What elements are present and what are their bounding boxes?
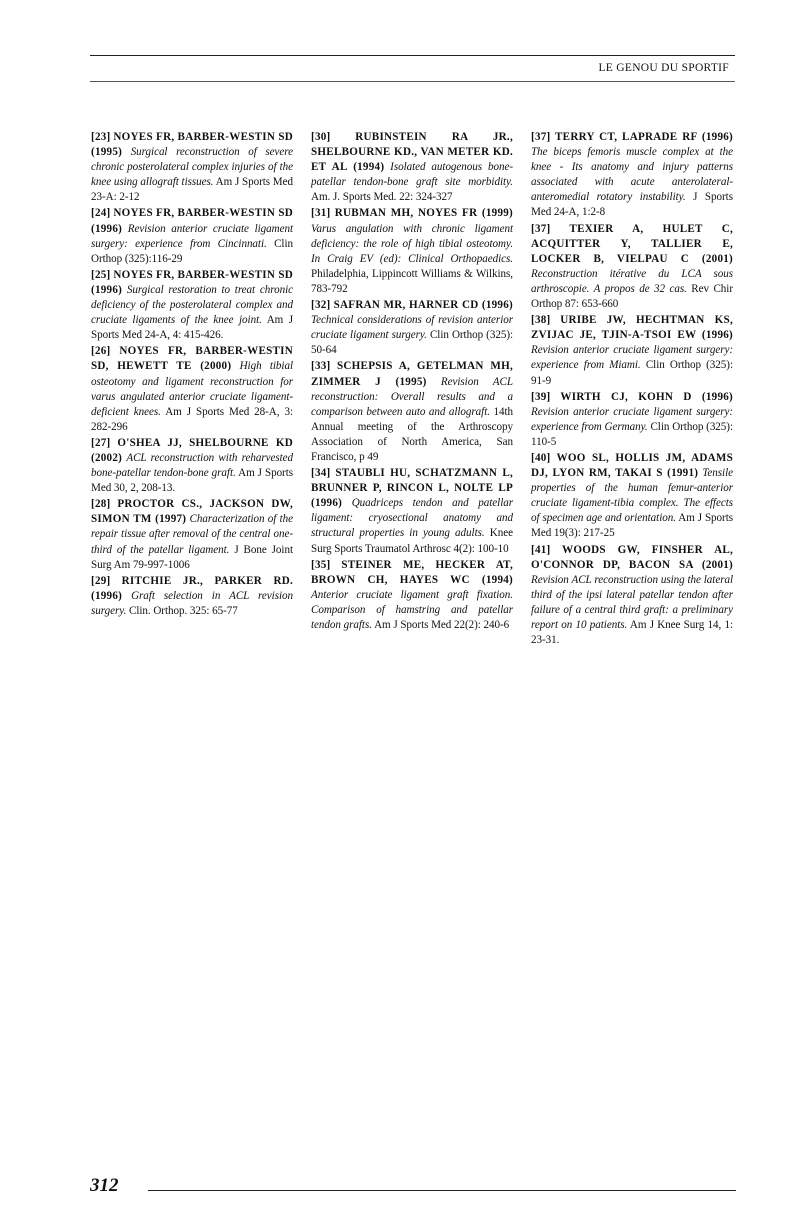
reference-number: [41] [531, 543, 551, 556]
reference-source: Am J Sports Med 23-A: 2-12 [91, 176, 293, 204]
reference-title: Surgical reconstruction of severe chronic posterolateral complex injuries of the knee using allograft tissues. [91, 146, 293, 189]
reference-source: Am J Sports Med 30, 2, 208-13. [91, 467, 294, 495]
reference-number: [31] [311, 207, 331, 220]
reference-number: [25] [91, 268, 111, 281]
reference-entry [531, 313, 733, 388]
reference-number: [34] [311, 467, 331, 480]
reference-entry [91, 130, 293, 205]
reference-source: Clin. Orthop. 325: 65-77 [128, 604, 238, 617]
reference-authors: RUBINSTEIN RA JR., SHELBOURNE KD., VAN METER KD. ET AL (1994) [311, 131, 513, 174]
reference-authors: STEINER ME, HECKER AT, BROWN CH, HAYES WC (1994) [311, 558, 513, 586]
reference-authors: SCHEPSIS A, GETELMAN MH, ZIMMER J (1995) [311, 360, 513, 388]
reference-source: Clin Orthop (325): 50-64 [311, 329, 513, 357]
reference-column [531, 130, 733, 649]
reference-number: [24] [91, 207, 111, 220]
reference-authors: TERRY CT, LAPRADE RF (1996) [555, 131, 734, 143]
reference-authors: PROCTOR CS., JACKSON DW, SIMON TM (1997) [91, 498, 293, 526]
reference-source: Clin Orthop (325): 110-5 [531, 420, 733, 448]
reference-entry [91, 436, 293, 496]
reference-authors: WOODS GW, FINSHER AL, O'CONNOR DP, BACON SA (2001) [531, 543, 733, 571]
reference-entry [311, 206, 513, 297]
reference-title: Isolated autogenous bone-patellar tendon-bone graft site morbidity. [311, 161, 513, 189]
reference-source: Rev Chir Orthop 87: 653-660 [531, 282, 733, 311]
reference-title: ACL reconstruction with reharvested bone-patellar tendon-bone graft. [91, 451, 294, 480]
footer-rule [148, 1190, 736, 1191]
reference-source: Am J Sports Med 22(2): 240-6 [374, 619, 510, 631]
reference-entry [311, 359, 513, 465]
reference-entry [311, 130, 513, 205]
reference-column [91, 130, 293, 649]
reference-title: Revision ACL reconstruction using the lateral third of the ipsi lateral patellar tendon after failure of a central third graft: a preliminary report on 10 patients. [531, 573, 733, 631]
reference-entry [531, 543, 733, 649]
reference-source: Clin Orthop (325): 91-9 [531, 359, 733, 387]
reference-source: J Bone Joint Surg Am 79-997-1006 [91, 543, 293, 571]
reference-entry [311, 558, 513, 633]
reference-title: Reconstruction itérative du LCA sous arthroscopie. A propos de 32 cas. [531, 267, 733, 295]
reference-title: Anterior cruciate ligament graft fixation. Comparison of hamstring and patellar tendon grafts. [311, 588, 513, 631]
reference-source: J Sports Med 24-A, 1:2-8 [531, 191, 733, 219]
reference-source: 14th Annual meeting of the Arthroscopy Association of North America, San Francisco, p 49 [311, 405, 513, 463]
reference-source: Am. J. Sports Med. 22: 324-327 [311, 191, 453, 204]
reference-entry [531, 222, 733, 313]
reference-columns [91, 130, 733, 649]
reference-entry [91, 497, 293, 572]
reference-authors: RITCHIE JR., PARKER RD. (1996) [91, 574, 293, 602]
reference-number: [37] [531, 131, 551, 143]
reference-authors: NOYES FR, BARBER-WESTIN SD (1995) [91, 131, 293, 159]
reference-number: [29] [91, 574, 111, 587]
reference-title: Revision anterior cruciate ligament surgery: experience from Miami. [531, 344, 733, 372]
reference-number: [30] [311, 131, 331, 143]
reference-title: The biceps femoris muscle complex at the knee - Its anatomy and injury patterns associated with acute anterolateral-anteromedial rotatory instability. [531, 146, 733, 204]
reference-entry [531, 451, 733, 542]
reference-entry [91, 206, 293, 266]
reference-title: High tibial osteotomy and ligament reconstruction for varus angulated anterior cruciate ligament-deficient knees. [91, 360, 293, 418]
reference-number: [40] [531, 451, 551, 464]
reference-entry [531, 130, 733, 221]
reference-source: Am J Sports Med 24-A, 4: 415-426. [91, 314, 293, 342]
reference-authors: STAUBLI HU, SCHATZMANN L, BRUNNER P, RINCON L, NOLTE LP (1996) [311, 467, 513, 510]
reference-authors: NOYES FR, BARBER-WESTIN SD (1996) [91, 207, 293, 235]
page-number: 312 [90, 1175, 119, 1196]
reference-entry [91, 344, 293, 435]
reference-column [311, 130, 513, 649]
reference-source: Am J Sports Med 28-A, 3: 282-296 [91, 405, 293, 433]
reference-authors: SAFRAN MR, HARNER CD (1996) [333, 299, 513, 312]
reference-number: [27] [91, 436, 111, 449]
reference-authors: NOYES FR, BARBER-WESTIN SD (1996) [91, 268, 293, 296]
running-header: LE GENOU DU SPORTIF [598, 62, 729, 74]
reference-title: Surgical restoration to treat chronic deficiency of the posterolateral complex and cruciate ligaments of the knee joint. [91, 283, 293, 327]
reference-title: Characterization of the repair tissue after removal of the central one-third of the patellar ligament. [91, 513, 293, 556]
reference-title: Graft selection in ACL revision surgery. [91, 589, 293, 617]
reference-entry [311, 466, 513, 557]
reference-source: Clin Orthop (325):116-29 [91, 237, 293, 265]
reference-number: [37] [531, 222, 551, 235]
reference-entry [91, 574, 293, 619]
reference-source: Knee Surg Sports Traumatol Arthrosc 4(2): 100-10 [311, 527, 513, 555]
reference-source: Am J Knee Surg 14, 1: 23-31. [531, 619, 733, 647]
header-rule [90, 81, 735, 82]
reference-title: Tensile properties of the human femur-anterior cruciate ligament-tibia complex. The effects of specimen age and orientation. [531, 467, 733, 525]
reference-authors: O'SHEA JJ, SHELBOURNE KD (2002) [91, 436, 293, 464]
reference-authors: WOO SL, HOLLIS JM, ADAMS DJ, LYON RM, TAKAI S (1991) [531, 451, 733, 480]
reference-number: [33] [311, 360, 331, 373]
reference-number: [38] [531, 314, 551, 327]
reference-authors: WIRTH CJ, KOHN D (1996) [560, 390, 733, 403]
reference-title: Technical considerations of revision anterior cruciate ligament surgery. [311, 314, 513, 342]
reference-authors: NOYES FR, BARBER-WESTIN SD, HEWETT TE (2000) [91, 345, 293, 373]
reference-title: Revision ACL reconstruction: Overall results and a comparison between auto and allograft. [311, 375, 513, 418]
reference-number: [26] [91, 345, 111, 358]
reference-number: [39] [531, 390, 551, 403]
reference-title: Revision anterior cruciate ligament surgery: experience from Cincinnati. [91, 222, 293, 250]
reference-source: Am J Sports Med 19(3): 217-25 [531, 512, 733, 540]
reference-title: Varus angulation with chronic ligament deficiency: the role of high tibial osteotomy. In Craig EV (ed): Clinical Orthopaedics. [311, 222, 513, 265]
reference-authors: TEXIER A, HULET C, ACQUITTER Y, TALLIER E, LOCKER B, VIELPAU C (2001) [531, 222, 733, 265]
reference-entry [531, 390, 733, 450]
reference-number: [23] [91, 131, 111, 143]
reference-title: Quadriceps tendon and patellar ligament: cryosectional anatomy and structural properties in young adults. [311, 497, 513, 540]
reference-title: Revision anterior cruciate ligament surgery: experience from Germany. [531, 405, 733, 433]
reference-authors: RUBMAN MH, NOYES FR (1999) [334, 207, 513, 220]
reference-number: [28] [91, 498, 111, 511]
top-rule [90, 55, 735, 56]
reference-source: Philadelphia, Lippincott Williams & Wilkins, 783-792 [311, 267, 513, 295]
reference-entry [91, 268, 293, 343]
reference-authors: URIBE JW, HECHTMAN KS, ZVIJAC JE, TJIN-A-TSOI EW (1996) [531, 314, 733, 342]
reference-number: [35] [311, 558, 331, 571]
reference-entry [311, 298, 513, 358]
reference-number: [32] [311, 299, 331, 312]
